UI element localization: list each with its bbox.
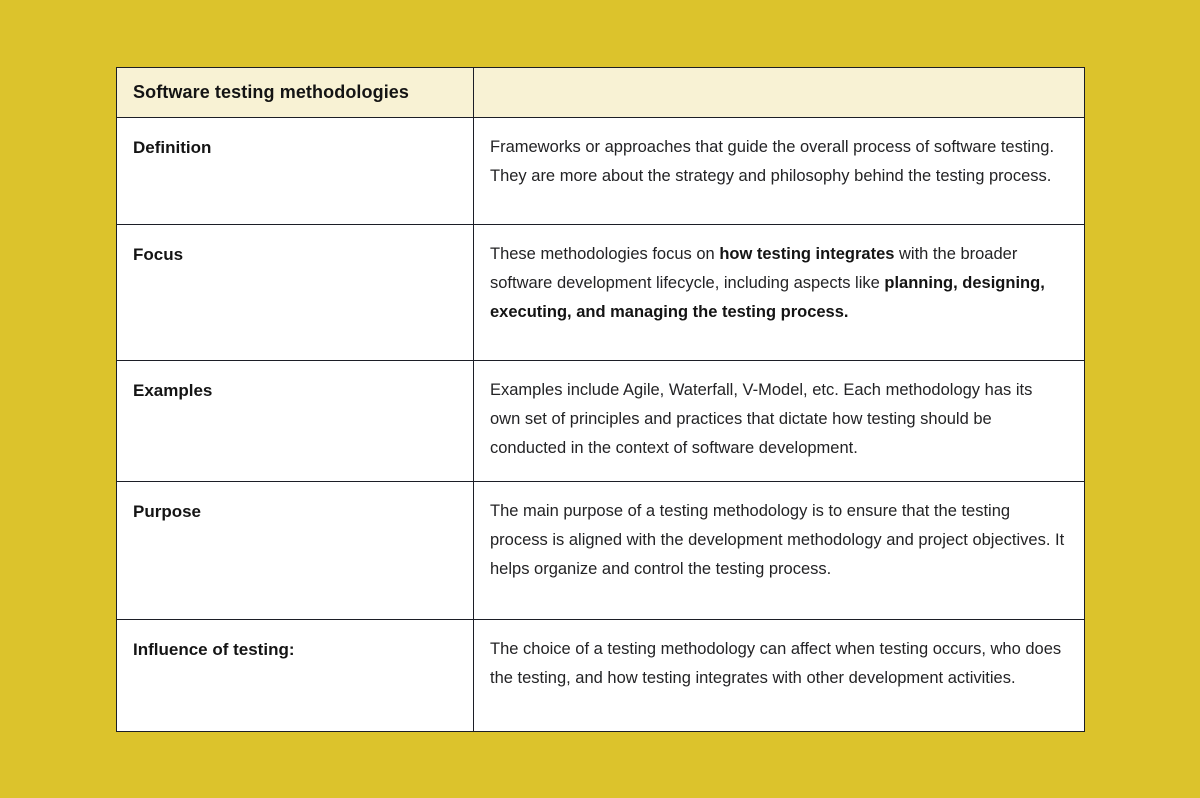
row-label: Definition xyxy=(117,118,474,225)
row-description: Examples include Agile, Waterfall, V-Model, etc. Each methodology has its own set of principles and practices that dictate how testing should be conducted in the context of software development. xyxy=(474,361,1085,482)
row-description: The choice of a testing methodology can affect when testing occurs, who does the testing, and how testing integrates with other development activities. xyxy=(474,620,1085,732)
table-row xyxy=(117,118,1085,225)
row-description: These methodologies focus on how testing integrates with the broader software development lifecycle, including aspects like planning, designing, executing, and managing the testing process. xyxy=(474,225,1085,361)
definition-table xyxy=(116,67,1085,732)
table-title: Software testing methodologies xyxy=(117,68,474,118)
table-body xyxy=(117,118,1085,732)
row-description: The main purpose of a testing methodology is to ensure that the testing process is aligned with the development methodology and project objectives. It helps organize and control the testing process. xyxy=(474,482,1085,620)
table-row xyxy=(117,482,1085,620)
row-label: Focus xyxy=(117,225,474,361)
row-label: Purpose xyxy=(117,482,474,620)
table-header-row xyxy=(117,68,1085,118)
table-row xyxy=(117,361,1085,482)
row-description: Frameworks or approaches that guide the overall process of software testing. They are more about the strategy and philosophy behind the testing process. xyxy=(474,118,1085,225)
table-row xyxy=(117,225,1085,361)
table-header-empty-cell xyxy=(474,68,1085,118)
row-label: Influence of testing: xyxy=(117,620,474,732)
row-label: Examples xyxy=(117,361,474,482)
definition-table-container xyxy=(116,67,1084,732)
table-row xyxy=(117,620,1085,732)
